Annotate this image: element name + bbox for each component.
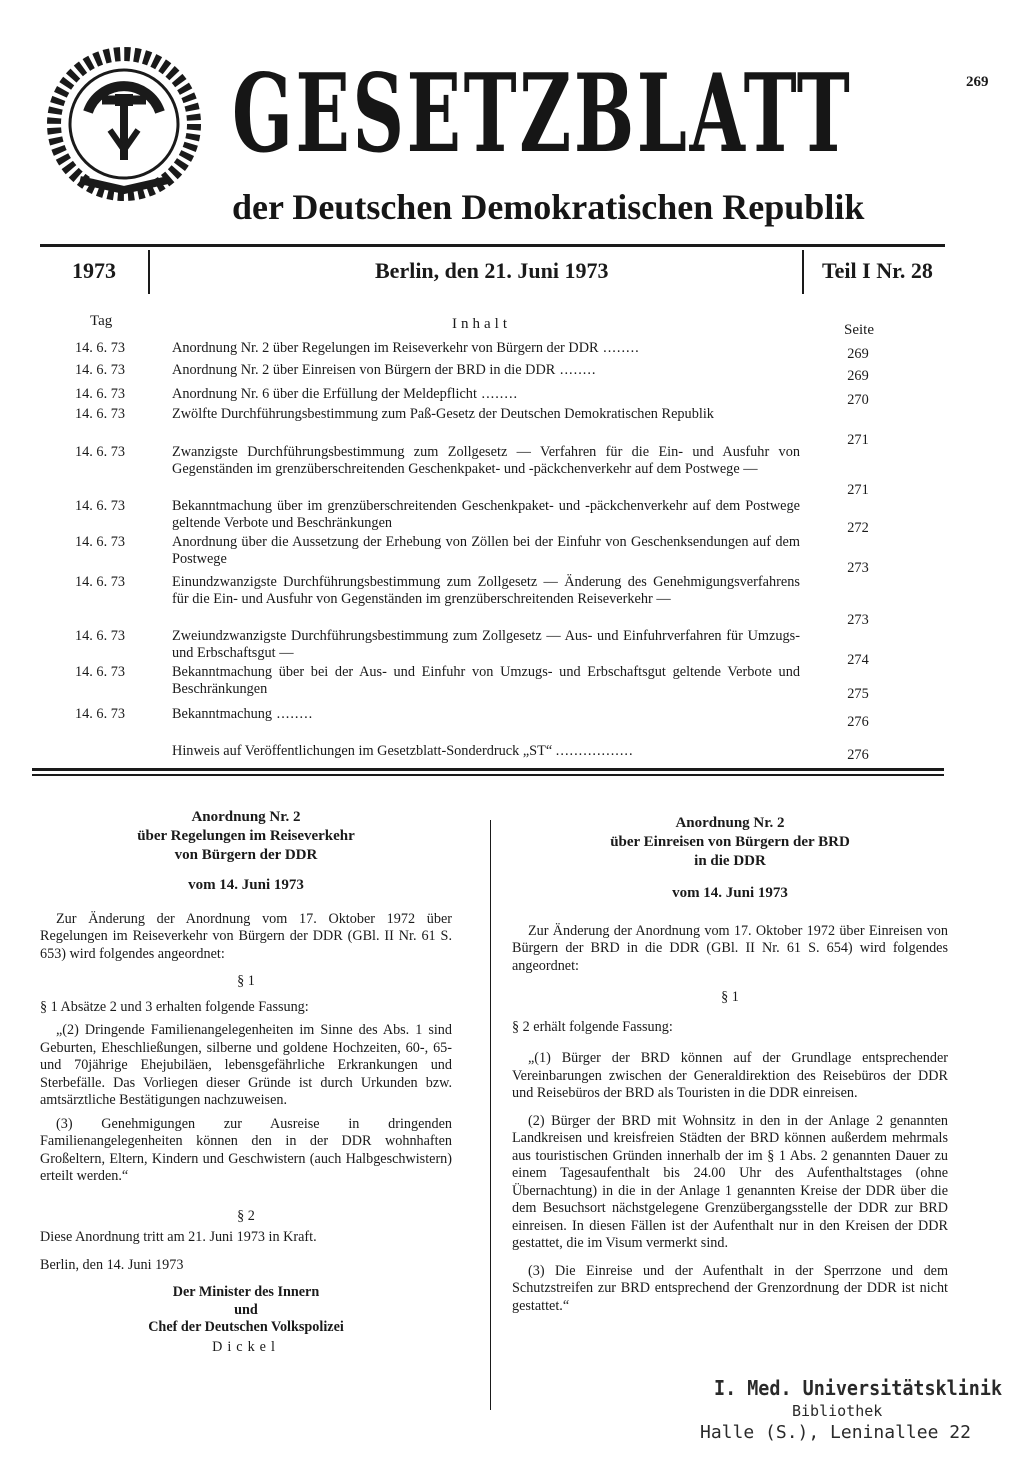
left-paragraph-3: (3) Genehmigungen zur Ausreise in dringenden Familienangelegenheiten können den in der DDR wohnhaften Großeltern, Eltern, Kindern und Geschwistern (auch Halbgeschwistern) erteilt werden.“ [40, 1115, 452, 1184]
page-number: 269 [966, 74, 989, 90]
left-section-2-text: Diese Anordnung tritt am 21. Juni 1973 in Kraft. [40, 1229, 317, 1245]
toc-page-header: Seite [844, 322, 874, 338]
toc-entry-title: Zwölfte Durchführungsbestimmung zum Paß-Gesetz der Deutschen Demokratischen Republik [172, 406, 714, 422]
right-title-line: über Einreisen von Bürgern der BRD [610, 834, 850, 850]
toc-entry-title: Bekanntmachung über bei der Aus- und Einfuhr von Umzugs- und Erbschaftsgut geltende Verbote und Beschränkungen [172, 664, 800, 697]
toc-entry-title: Bekanntmachung ........ [172, 706, 314, 722]
toc-entry-date: 14. 6. 73 [74, 534, 126, 550]
toc-entry-date: 14. 6. 73 [74, 340, 126, 356]
toc-entry-page: 273 [847, 612, 869, 628]
masthead-title: GESETZBLATT [232, 51, 853, 177]
toc-entry-date: 14. 6. 73 [74, 664, 126, 680]
stamp-line: Halle (S.), Leninallee 22 [700, 1422, 971, 1443]
toc-entry-title: Zwanzigste Durchführungsbestimmung zum Zollgesetz — Verfahren für die Ein- und Ausfuhr von Gegenständen im grenzüberschreitenden Geschenkpaket- und -päckchenverkehr auf dem Postwege — [172, 444, 800, 477]
toc-entry-page: 270 [847, 392, 869, 408]
toc-entry-date: 14. 6. 73 [74, 444, 126, 460]
toc-entry-page: 275 [847, 686, 869, 702]
right-article [512, 814, 948, 1315]
toc-entry-page: 271 [847, 432, 869, 448]
right-section-1: § 1 [721, 989, 739, 1005]
toc-entry-date: 14. 6. 73 [74, 498, 126, 514]
toc-entry-page: 269 [847, 368, 869, 384]
header-top-rule [40, 244, 945, 247]
right-paragraph-3: (3) Die Einreise und der Aufenthalt in der Sperrzone und dem Schutzstreifen zur BRD entsprechend der Grenzordnung der DDR ist nicht gestattet.“ [512, 1262, 948, 1314]
column-divider [490, 820, 491, 1410]
right-section-1-text: § 2 erhält folgende Fassung: [512, 1018, 673, 1035]
stamp-line: Bibliothek [792, 1402, 883, 1420]
signer-name: Dickel [212, 1338, 280, 1355]
right-paragraph-1: „(1) Bürger der BRD können auf der Grundlage entsprechender Vereinbarungen zwischen der Generaldirektion des Reisebüros der DDR und Reisebüros der BRD als Touristen in die DDR einreisen. [512, 1050, 948, 1101]
right-paragraph-2: (2) Bürger der BRD mit Wohnsitz in den in der Anlage 2 genannten Landkreisen und kreisfreien Städten der BRD können außerdem mehrmals aus touristischen Gründen innerhalb der im § 1 Abs. 2 genannten Dauer zu einem Tagesaufenthalt bis 24.00 Uhr des Aufenthaltstages (ohne Übernachtung) in die in der Anlage 1 genannten Kreise der DDR über die dem Besuchsort nächstgelegene Grenzübergangsstelle der DDR zur BRD einreisen. In diesen Fällen ist der Aufenthalt nur in den Kreisen der DDR gestattet, die im Visum vermerkt sind. [512, 1112, 948, 1251]
left-paragraph-2: „(2) Dringende Familienangelegenheiten im Sinne des Abs. 1 sind Geburten, Eheschließungen, silberne und goldene Hochzeiten, 60-, 65- und 70jährige Ehejubiläen, lebensgefährliche Erkrankungen und Sterbefälle. Das Vorliegen dieser Gründe ist durch Urkunden bzw. amtsärztliche Bestätigungen nachzuweisen. [40, 1022, 452, 1108]
toc-entry-date: 14. 6. 73 [74, 362, 126, 378]
toc-bottom-rule [32, 768, 944, 771]
left-section-1: § 1 [237, 973, 255, 989]
toc-entry-page: 276 [847, 714, 869, 730]
toc-date-header: Tag [90, 313, 113, 329]
masthead-subtitle: der Deutschen Demokratischen Republik [232, 187, 865, 227]
left-intro: Zur Änderung der Anordnung vom 17. Oktober 1972 über Regelungen im Reiseverkehr von Bürgern der DDR (GBl. II Nr. 61 S. 653) wird folgendes angeordnet: [40, 910, 452, 962]
toc-bottom-rule [32, 774, 944, 776]
issue-number: Teil I Nr. 28 [822, 258, 933, 283]
left-title-line: Anordnung Nr. 2 [191, 809, 301, 825]
right-title-line: in die DDR [694, 853, 766, 869]
toc-note-title: Hinweis auf Veröffentlichungen im Gesetzblatt-Sonderdruck „ST“ [172, 743, 553, 759]
toc-heading: Inhalt [452, 316, 511, 332]
toc-entry-title: Zweiundzwanzigste Durchführungsbestimmung zum Zollgesetz — Aus- und Einfuhrverfahren für Umzugs- und Erbschaftsgut — [172, 628, 800, 661]
left-article [40, 808, 452, 1356]
left-section-2: § 2 [237, 1207, 255, 1224]
header-divider [148, 250, 150, 294]
toc-entry-date: 14. 6. 73 [74, 386, 126, 402]
toc-entry-page: 272 [847, 520, 869, 536]
toc-entry-title: Anordnung Nr. 2 über Einreisen von Bürgern der BRD in die DDR ........ [172, 362, 597, 378]
toc-entry-title: Bekanntmachung über im grenzüberschreitenden Geschenkpaket- und -päckchenverkehr auf dem Postwege geltende Verbote und Beschränkungen [172, 498, 800, 531]
toc-entry-title: Anordnung über die Aussetzung der Erhebung von Zöllen bei der Einfuhr von Geschenksendungen auf dem Postwege [172, 534, 800, 567]
toc-entry-page: 273 [847, 560, 869, 576]
library-stamp [700, 1376, 1024, 1443]
toc-entry-page: 269 [847, 346, 869, 362]
issue-year: 1973 [72, 258, 116, 283]
toc-note-page: 276 [847, 747, 869, 763]
header-divider [802, 250, 804, 294]
signer-line: Chef der Deutschen Volkspolizei [148, 1319, 344, 1335]
left-article-date: vom 14. Juni 1973 [188, 877, 304, 893]
ddr-emblem-icon [40, 40, 208, 210]
left-title-line: über Regelungen im Reiseverkehr [137, 828, 355, 844]
right-title-line: Anordnung Nr. 2 [675, 815, 785, 831]
toc-entry-date: 14. 6. 73 [74, 406, 126, 422]
right-article-date: vom 14. Juni 1973 [672, 885, 788, 901]
toc-entry-title: Einundzwanzigste Durchführungsbestimmung zum Zollgesetz — Änderung des Genehmigungsverfahrens für die Ein- und Ausfuhr von Gegenständen im grenzüberschreitenden Reiseverkehr — [172, 574, 800, 607]
toc-entry-title: Anordnung Nr. 2 über Regelungen im Reiseverkehr von Bürgern der DDR ........ [172, 340, 640, 356]
issue-place-date: Berlin, den 21. Juni 1973 [375, 258, 609, 283]
left-section-1-text: § 1 Absätze 2 und 3 erhalten folgende Fassung: [40, 998, 309, 1015]
toc-entry-date: 14. 6. 73 [74, 706, 126, 722]
toc-entry-page: 271 [847, 482, 869, 498]
stamp-line: I. Med. Universitätsklinik [714, 1376, 1003, 1400]
toc-entry-date: 14. 6. 73 [74, 628, 126, 644]
signer-line: Der Minister des Innern [172, 1284, 320, 1300]
signer-line: und [234, 1301, 258, 1318]
left-title-line: von Bürgern der DDR [174, 847, 318, 863]
toc-entry-date: 14. 6. 73 [74, 574, 126, 590]
toc-entry-title: Anordnung Nr. 6 über die Erfüllung der Meldepflicht ........ [172, 386, 519, 402]
left-place-date: Berlin, den 14. Juni 1973 [40, 1256, 184, 1273]
right-intro: Zur Änderung der Anordnung vom 17. Oktober 1972 über Einreisen von Bürgern der BRD in die DDR (GBl. II Nr. 61 S. 654) wird folgendes angeordnet: [512, 922, 948, 974]
toc-entry-page: 274 [847, 652, 869, 668]
